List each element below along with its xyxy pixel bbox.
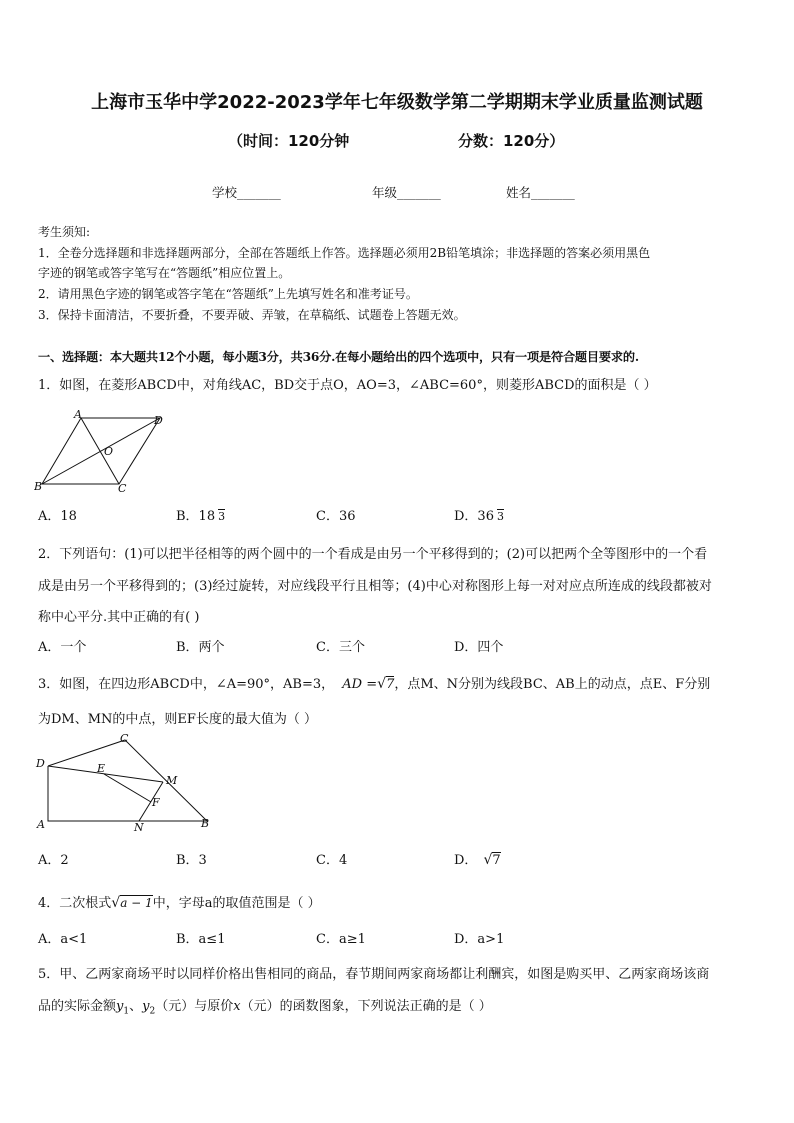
notice-item: 字迹的钢笔或答字笔写在“答题纸”相应位置上。 (38, 266, 291, 280)
question-3-line2: 为DM、MN的中点，则EF长度的最大值为（ ） (38, 712, 318, 727)
label-o: O (104, 445, 114, 458)
segment-dm (48, 766, 163, 782)
label-b: B (201, 817, 210, 830)
notice-item: 1．全卷分选择题和非选择题两部分，全部在答题纸上作答。选择题必须用2B铅笔填涂；非选择题的答案必须用黑色 (38, 246, 651, 260)
diagonal-bd (42, 418, 160, 484)
q1-option-b: B．18 3 (176, 509, 226, 524)
q2-option-d: D．四个 (454, 640, 504, 655)
question-5-line2: 品的实际金额$y_1$、$y_2$（元）与原价x（元）的函数图象，下列说法正确的是（ ） (38, 999, 492, 1017)
page-title: 上海市玉华中学2022-2023学年七年级数学第二学期期末学业质量监测试题 (91, 92, 703, 113)
quadrilateral-outline (48, 740, 207, 821)
q3-option-b: B．3 (176, 853, 207, 868)
school-field: 学校_______ (212, 185, 281, 200)
q1-option-a: A．18 (38, 509, 77, 524)
question-2-line: 成是由另一个平移得到的；(3)经过旋转，对应线段平行且相等；(4)中心对称图形上每一对对应点所连成的线段都被对 (38, 579, 712, 594)
q4-option-c: C．a≥1 (316, 932, 366, 947)
q3-option-a: A．2 (38, 853, 69, 868)
grade-field: 年级_______ (372, 185, 441, 200)
q2-option-a: A．一个 (38, 640, 87, 655)
label-d: D (154, 414, 163, 427)
label-a: A (37, 818, 45, 831)
question-1-text: 1．如图，在菱形ABCD中，对角线AC，BD交于点O，AO=3，∠ABC=60°，则菱形ABCD的面积是（ ） (38, 378, 657, 393)
q4-option-d: D．a>1 (454, 932, 505, 947)
q4-option-a: A．a<1 (38, 932, 88, 947)
label-f: F (152, 796, 160, 809)
section-heading: 一、选择题：本大题共12个小题，每小题3分，共36分.在每小题给出的四个选项中，只有一项是符合题目要求的. (38, 350, 639, 364)
q4-option-b: B．a≤1 (176, 932, 226, 947)
notice-heading: 考生须知: (38, 225, 91, 239)
q3-option-c: C．4 (316, 853, 348, 868)
notice-item: 2．请用黑色字迹的钢笔或答字笔在“答题纸”上先填写姓名和准考证号。 (38, 287, 418, 301)
label-a: A (74, 408, 82, 421)
label-c: C (120, 732, 129, 745)
exam-time: （时间：120分钟 (228, 132, 350, 150)
name-field: 姓名_______ (506, 185, 575, 200)
label-n: N (134, 821, 144, 834)
question-5-line1: 5．甲、乙两家商场平时以同样价格出售相同的商品，春节期间两家商场都让利酬宾，如图是购买甲、乙两家商场该商 (38, 967, 710, 982)
exam-score: 分数：120分） (458, 132, 565, 150)
label-c: C (118, 482, 127, 495)
notice-item: 3．保持卡面清洁，不要折叠，不要弄破、弄皱，在草稿纸、试题卷上答题无效。 (38, 308, 466, 322)
q1-option-d: D．36 3 (454, 509, 504, 524)
label-b: B (34, 480, 43, 493)
label-e: E (97, 762, 106, 775)
question-2-line: 称中心平分.其中正确的有( ) (38, 610, 200, 625)
q2-option-c: C．三个 (316, 640, 365, 655)
segment-ef (104, 774, 151, 802)
q2-option-b: B．两个 (176, 640, 225, 655)
question-2-line: 2．下列语句：(1)可以把半径相等的两个圆中的一个看成是由另一个平移得到的；(2)可以把两个全等图形中的一个看 (38, 547, 708, 562)
label-d: D (36, 757, 45, 770)
quadrilateral-figure (34, 730, 219, 834)
q3-option-d: D． √7 (454, 852, 501, 868)
label-m: M (166, 774, 178, 787)
rhombus-figure (34, 406, 174, 496)
question-3-line1: 3．如图，在四边形ABCD中，∠A=90°，AB=3， AD =√7，点M、N分别为线段BC、AB上的动点，点E、F分别 (38, 676, 711, 692)
q1-option-c: C．36 (316, 509, 356, 524)
question-4-text: 4．二次根式√a − 1中，字母a的取值范围是（ ） (38, 895, 321, 911)
